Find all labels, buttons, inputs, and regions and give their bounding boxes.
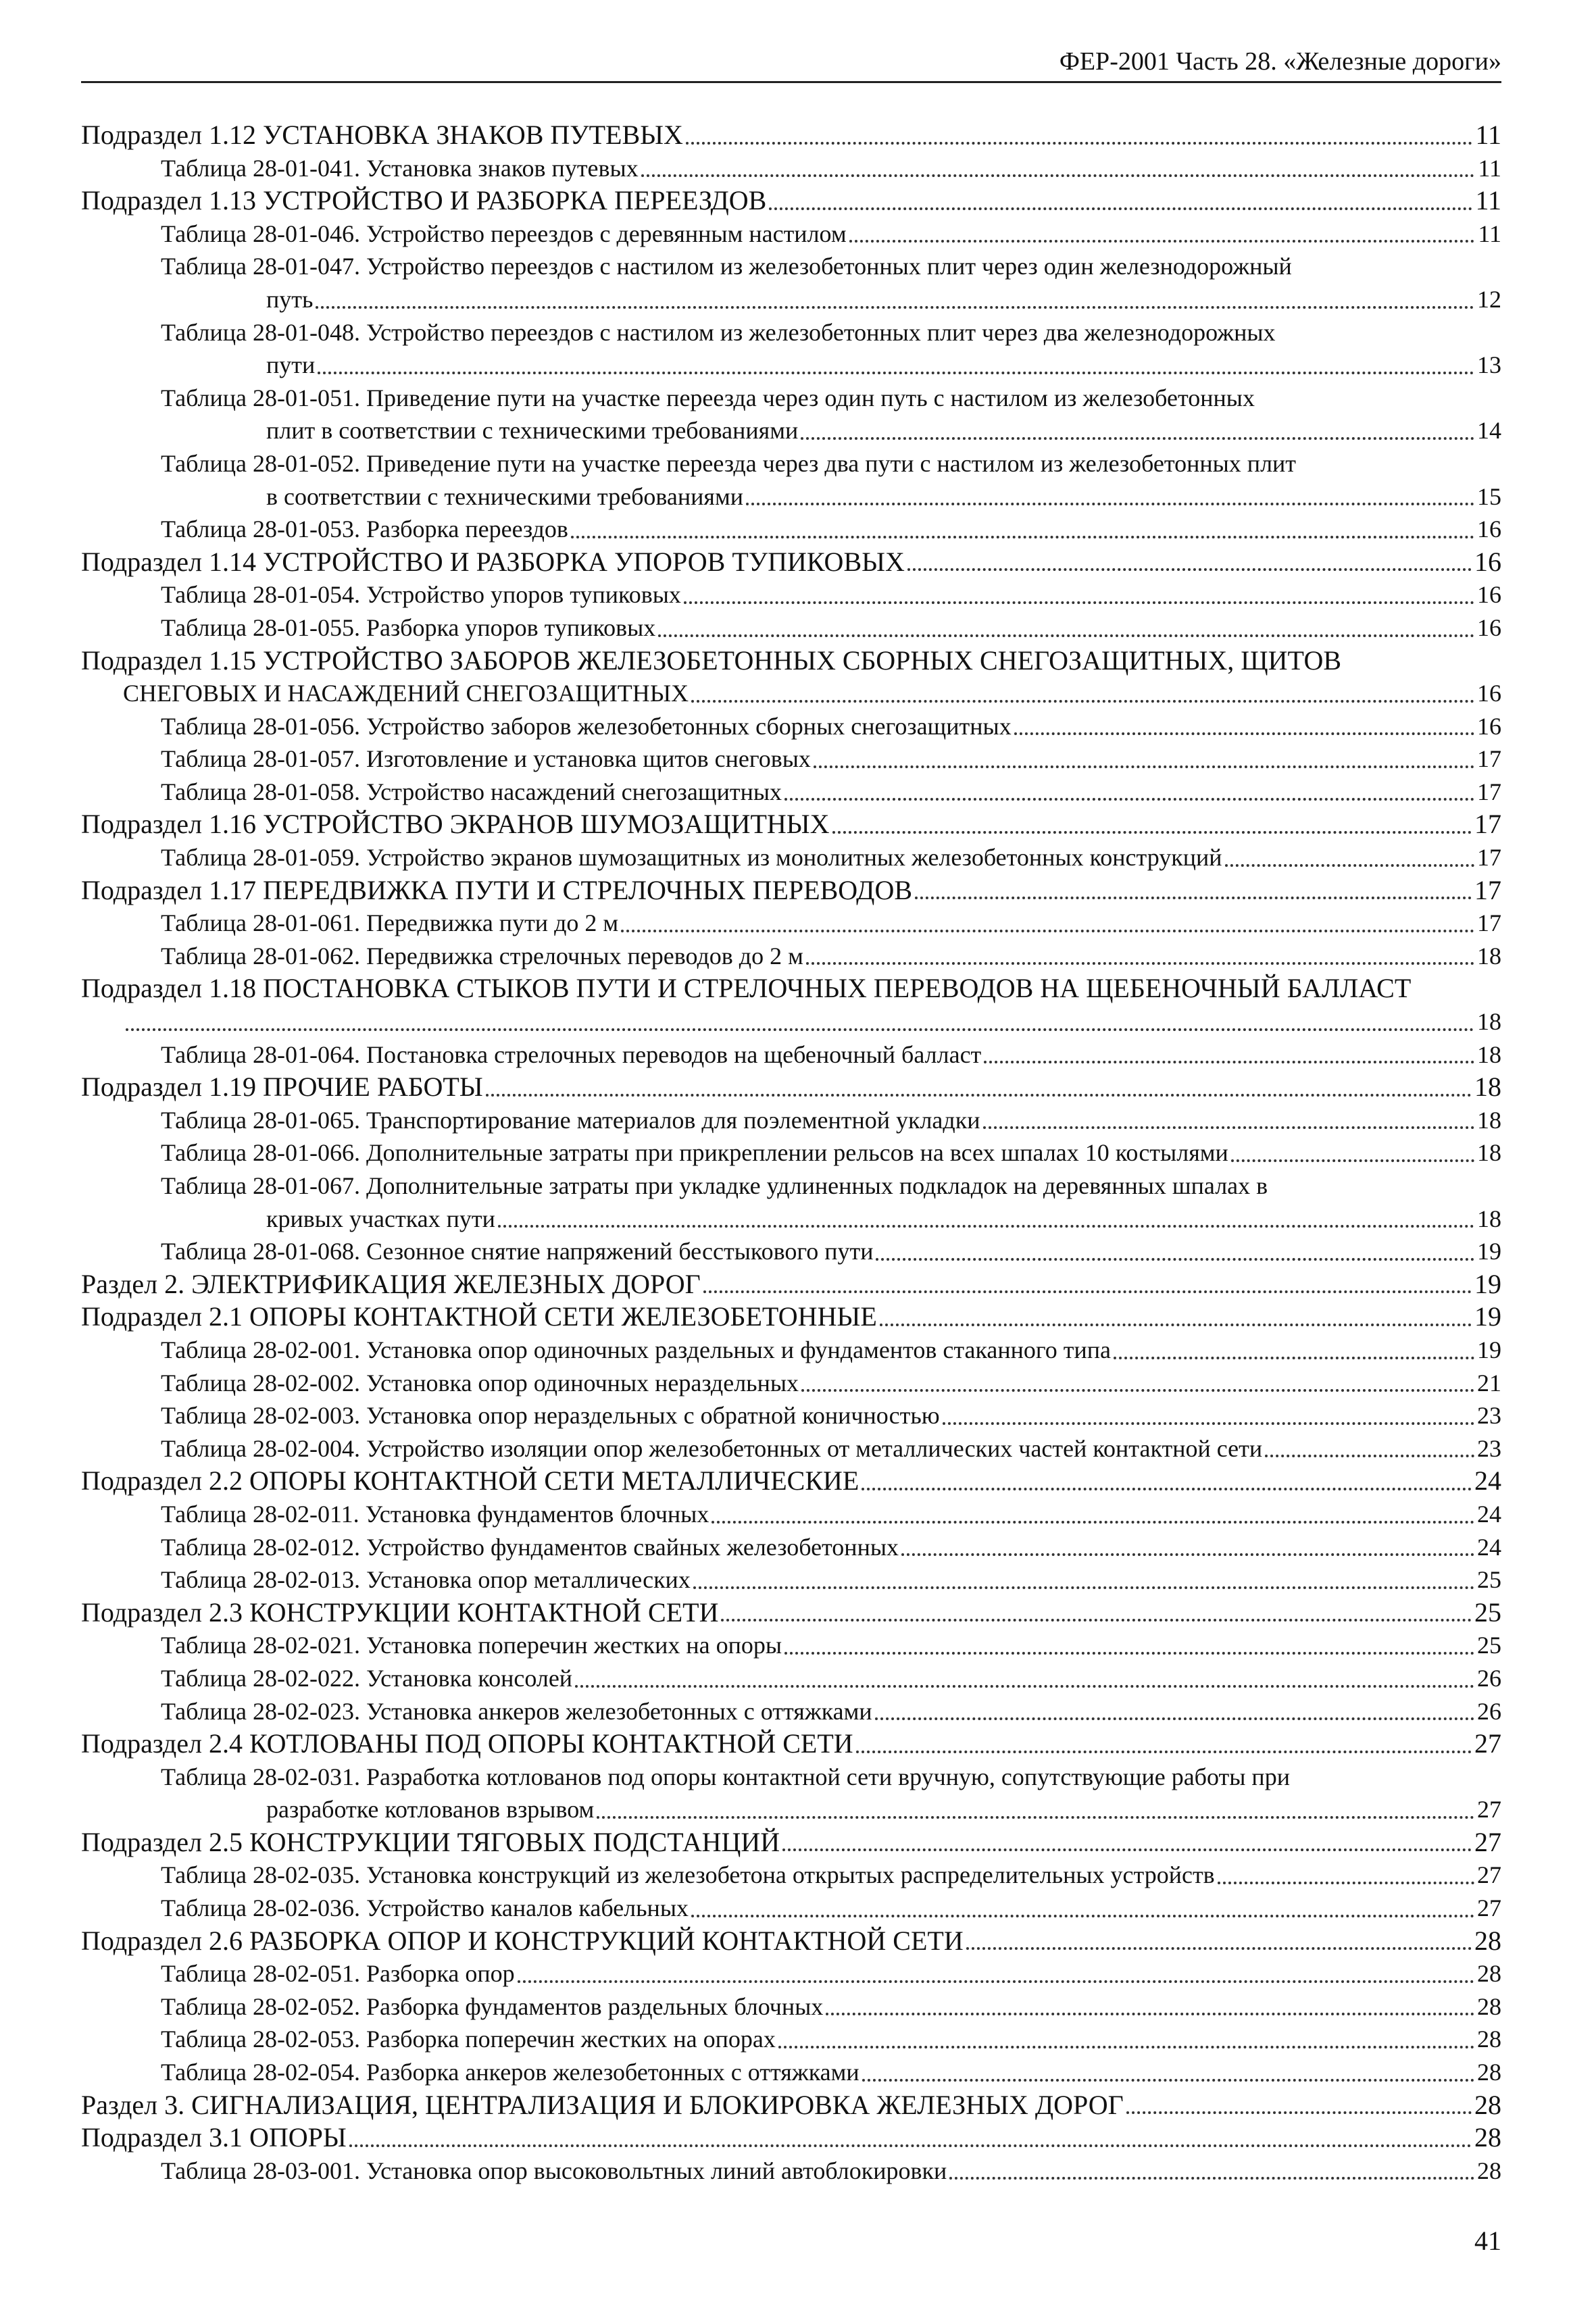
toc-entry bbox=[81, 316, 1501, 349]
toc-entry-title: Подраздел 2.2 ОПОРЫ КОНТАКТНОЙ СЕТИ МЕТАЛЛИЧЕСКИЕ bbox=[81, 1465, 859, 1496]
toc-entry bbox=[81, 2056, 1501, 2089]
toc-entry-page: 11 bbox=[1475, 120, 1501, 150]
toc-entry bbox=[81, 874, 1501, 907]
toc-entry bbox=[81, 1071, 1501, 1104]
toc-entry-page: 17 bbox=[1474, 809, 1501, 840]
toc-entry-title: Таблица 28-02-051. Разборка опор bbox=[161, 1960, 515, 1988]
toc-entry bbox=[81, 841, 1501, 874]
toc-entry bbox=[81, 184, 1501, 218]
toc-entry bbox=[81, 1892, 1501, 1925]
toc-entry-page: 26 bbox=[1477, 1664, 1501, 1692]
toc-entry-title: Подраздел 1.12 УСТАНОВКА ЗНАКОВ ПУТЕВЫХ bbox=[81, 120, 683, 150]
toc-entry-title: Подраздел 1.13 УСТРОЙСТВО И РАЗБОРКА ПЕРЕЕЗДОВ bbox=[81, 185, 767, 216]
dot-leader bbox=[826, 2009, 1474, 2015]
toc-entry-page: 16 bbox=[1477, 613, 1501, 641]
toc-entry bbox=[81, 382, 1501, 415]
dot-leader bbox=[875, 1713, 1474, 1720]
toc-entry-page: 27 bbox=[1474, 1826, 1501, 1857]
toc-entry bbox=[81, 1990, 1501, 2023]
toc-entry bbox=[81, 776, 1501, 809]
toc-entry bbox=[81, 710, 1501, 743]
toc-entry-title: Подраздел 2.1 ОПОРЫ КОНТАКТНОЙ СЕТИ ЖЕЛЕЗОБЕТОННЫЕ bbox=[81, 1301, 877, 1332]
toc-entry-page: 12 bbox=[1477, 285, 1501, 313]
dot-leader bbox=[1231, 1155, 1474, 1162]
dot-leader bbox=[832, 827, 1472, 834]
dot-leader bbox=[691, 696, 1474, 703]
dot-leader bbox=[721, 1615, 1472, 1621]
toc-entry bbox=[81, 546, 1501, 579]
toc-entry bbox=[81, 414, 1501, 447]
toc-entry bbox=[81, 907, 1501, 940]
toc-entry-page: 16 bbox=[1477, 581, 1501, 609]
toc-entry-title: Подраздел 2.3 КОНСТРУКЦИИ КОНТАКТНОЙ СЕТИ bbox=[81, 1596, 719, 1628]
toc-entry bbox=[81, 1859, 1501, 1892]
toc-entry bbox=[81, 1203, 1501, 1236]
dot-leader bbox=[658, 630, 1474, 637]
toc-entry bbox=[81, 119, 1501, 152]
toc-entry-page: 18 bbox=[1477, 942, 1501, 970]
toc-entry-title: Таблица 28-01-054. Устройство упоров тупиковых bbox=[161, 581, 681, 609]
toc-entry-page: 18 bbox=[1477, 1139, 1501, 1167]
toc-entry-page: 23 bbox=[1477, 1434, 1501, 1462]
dot-leader bbox=[571, 532, 1474, 538]
dot-leader bbox=[691, 1911, 1474, 1917]
toc-entry-title: Таблица 28-01-064. Постановка стрелочных переводов на щебеночный балласт bbox=[161, 1040, 982, 1068]
dot-leader bbox=[915, 892, 1472, 899]
toc-entry-title: Таблица 28-02-004. Устройство изоляции опор железобетонных от металлических частей контактной сети bbox=[161, 1434, 1263, 1462]
toc-entry-title: Подраздел 1.14 УСТРОЙСТВО И РАЗБОРКА УПОРОВ ТУПИКОВЫХ bbox=[81, 546, 905, 577]
toc-entry-page: 11 bbox=[1478, 220, 1501, 247]
toc-entry-title: Подраздел 1.18 ПОСТАНОВКА СТЫКОВ ПУТИ И СТРЕЛОЧНЫХ ПЕРЕВОДОВ НА ЩЕБЕНОЧНЫЙ БАЛЛАСТ bbox=[81, 973, 1412, 1004]
dot-leader bbox=[349, 2140, 1472, 2147]
dot-leader bbox=[983, 1122, 1475, 1129]
toc-entry-title: Подраздел 1.16 УСТРОЙСТВО ЭКРАНОВ ШУМОЗАЩИТНЫХ bbox=[81, 809, 830, 840]
toc-entry-title: Таблица 28-02-052. Разборка фундаментов раздельных блочных bbox=[161, 1992, 824, 2020]
toc-entry-title: Таблица 28-01-066. Дополнительные затраты при прикреплении рельсов на всех шпалах 10 костылями bbox=[161, 1139, 1228, 1167]
toc-entry-title: кривых участках пути bbox=[266, 1205, 495, 1232]
toc-entry bbox=[81, 1136, 1501, 1169]
page-number: 41 bbox=[1474, 2225, 1501, 2256]
toc-entry bbox=[81, 1826, 1501, 1859]
toc-entry bbox=[81, 1235, 1501, 1268]
dot-leader bbox=[862, 2075, 1474, 2082]
dot-leader bbox=[316, 302, 1474, 309]
toc-entry-title: Таблица 28-02-036. Устройство каналов кабельных bbox=[161, 1894, 689, 1922]
toc-entry bbox=[81, 611, 1501, 645]
toc-entry-page: 19 bbox=[1477, 1238, 1501, 1265]
toc-entry-page: 16 bbox=[1474, 546, 1501, 577]
toc-entry-page: 21 bbox=[1477, 1369, 1501, 1397]
dot-leader bbox=[126, 1024, 1474, 1031]
toc-entry-title: Таблица 28-02-054. Разборка анкеров железобетонных с оттяжками bbox=[161, 2059, 859, 2086]
dot-leader bbox=[1126, 2107, 1472, 2114]
toc-entry-title: Таблица 28-02-002. Установка опор одиночных нераздельных bbox=[161, 1369, 799, 1397]
toc-entry bbox=[81, 677, 1501, 710]
toc-entry-title: Таблица 28-02-053. Разборка поперечин жестких на опорах bbox=[161, 2026, 776, 2053]
dot-leader bbox=[575, 1681, 1474, 1688]
toc-entry-page: 18 bbox=[1477, 1106, 1501, 1134]
dot-leader bbox=[943, 1418, 1474, 1425]
toc-entry-page: 19 bbox=[1474, 1268, 1501, 1299]
toc-entry-page: 27 bbox=[1477, 1894, 1501, 1922]
toc-entry-title: Подраздел 3.1 ОПОРЫ bbox=[81, 2122, 347, 2153]
toc-entry-page: 16 bbox=[1477, 680, 1501, 707]
toc-entry-page: 23 bbox=[1477, 1402, 1501, 1430]
toc-entry bbox=[81, 1465, 1501, 1498]
toc-entry bbox=[81, 808, 1501, 841]
dot-leader bbox=[693, 1582, 1474, 1589]
toc-entry bbox=[81, 1662, 1501, 1695]
toc-entry-page: 27 bbox=[1477, 1796, 1501, 1823]
toc-entry-title: Таблица 28-02-012. Устройство фундаментов свайных железобетонных bbox=[161, 1533, 899, 1561]
toc-entry-title: Раздел 2. ЭЛЕКТРИФИКАЦИЯ ЖЕЛЕЗНЫХ ДОРОГ bbox=[81, 1268, 701, 1299]
dot-leader bbox=[862, 1484, 1472, 1490]
dot-leader bbox=[712, 1517, 1474, 1524]
dot-leader bbox=[901, 1549, 1474, 1556]
dot-leader bbox=[949, 2173, 1474, 2180]
dot-leader bbox=[782, 1844, 1472, 1851]
toc-entry-title: Подраздел 1.19 ПРОЧИЕ РАБОТЫ bbox=[81, 1072, 483, 1103]
dot-leader bbox=[778, 2042, 1474, 2048]
toc-entry-title: Таблица 28-01-068. Сезонное снятие напряжений бесстыкового пути bbox=[161, 1238, 874, 1265]
toc-entry-title: Подраздел 1.15 УСТРОЙСТВО ЗАБОРОВ ЖЕЛЕЗОБЕТОННЫХ СБОРНЫХ СНЕГОЗАЩИТНЫХ, ЩИТОВ bbox=[81, 645, 1342, 676]
toc-entry-page: 28 bbox=[1477, 1960, 1501, 1988]
toc-entry-page: 18 bbox=[1477, 1008, 1501, 1036]
toc-entry bbox=[81, 1301, 1501, 1334]
dot-leader bbox=[801, 1385, 1474, 1392]
toc-entry-title: Подраздел 1.17 ПЕРЕДВИЖКА ПУТИ И СТРЕЛОЧНЫХ ПЕРЕВОДОВ bbox=[81, 874, 913, 905]
toc-entry-page: 27 bbox=[1477, 1861, 1501, 1889]
toc-entry bbox=[81, 447, 1501, 480]
toc-entry-page: 17 bbox=[1477, 909, 1501, 937]
toc-entry-title: Подраздел 2.4 КОТЛОВАНЫ ПОД ОПОРЫ КОНТАКТНОЙ СЕТИ bbox=[81, 1728, 853, 1759]
toc-entry bbox=[81, 1925, 1501, 1958]
toc-entry-title: Таблица 28-02-011. Установка фундаментов блочных bbox=[161, 1500, 709, 1528]
toc-entry-page: 28 bbox=[1474, 2122, 1501, 2153]
dot-leader bbox=[784, 1648, 1474, 1655]
toc-entry-title: Таблица 28-01-065. Транспортирование материалов для поэлементной укладки bbox=[161, 1106, 980, 1134]
toc-entry bbox=[81, 218, 1501, 251]
toc-entry bbox=[81, 1432, 1501, 1465]
toc-entry-title: Таблица 28-02-003. Установка опор нераздельных с обратной коничностью bbox=[161, 1402, 940, 1430]
dot-leader bbox=[1014, 728, 1474, 735]
table-of-contents bbox=[81, 119, 1501, 2187]
dot-leader bbox=[806, 958, 1474, 965]
dot-leader bbox=[621, 926, 1474, 932]
toc-entry-page: 28 bbox=[1477, 2026, 1501, 2053]
toc-entry-page: 19 bbox=[1474, 1301, 1501, 1332]
toc-entry bbox=[81, 480, 1501, 513]
toc-entry bbox=[81, 1005, 1501, 1038]
dot-leader bbox=[784, 794, 1474, 801]
toc-entry-title: Таблица 28-01-059. Устройство экранов шумозащитных из монолитных железобетонных конструкций bbox=[161, 844, 1222, 872]
toc-entry-title: Таблица 28-01-048. Устройство переездов с настилом из железобетонных плит через два железнодорожных bbox=[161, 318, 1276, 346]
toc-entry bbox=[81, 743, 1501, 776]
toc-entry bbox=[81, 2023, 1501, 2056]
toc-entry-title: Таблица 28-01-061. Передвижка пути до 2 м bbox=[161, 909, 619, 937]
toc-entry-title: Таблица 28-02-022. Установка консолей bbox=[161, 1664, 573, 1692]
toc-entry-page: 25 bbox=[1477, 1632, 1501, 1659]
toc-entry-page: 16 bbox=[1477, 515, 1501, 543]
toc-entry-title: Таблица 28-01-057. Изготовление и установка щитов снеговых bbox=[161, 745, 811, 773]
toc-entry bbox=[81, 250, 1501, 283]
toc-entry bbox=[81, 1596, 1501, 1630]
toc-entry-title: в соответствии с техническими требованиями bbox=[266, 482, 744, 510]
toc-entry bbox=[81, 1169, 1501, 1203]
toc-entry bbox=[81, 513, 1501, 546]
dot-leader bbox=[1218, 1878, 1474, 1884]
dot-leader bbox=[966, 1943, 1472, 1950]
toc-entry-page: 16 bbox=[1477, 712, 1501, 740]
toc-entry-page: 28 bbox=[1477, 2157, 1501, 2184]
toc-entry bbox=[81, 1563, 1501, 1596]
dot-leader bbox=[801, 433, 1474, 440]
toc-entry-title: Подраздел 2.6 РАЗБОРКА ОПОР И КОНСТРУКЦИЙ КОНТАКТНОЙ СЕТИ bbox=[81, 1925, 964, 1956]
toc-entry bbox=[81, 1957, 1501, 1990]
toc-entry-page: 13 bbox=[1477, 351, 1501, 379]
toc-entry-page: 17 bbox=[1477, 844, 1501, 872]
toc-entry bbox=[81, 1695, 1501, 1728]
running-header: ФЕР-2001 Часть 28. «Железные дороги» bbox=[81, 43, 1501, 83]
toc-entry-page: 11 bbox=[1475, 185, 1501, 216]
toc-entry-page: 18 bbox=[1477, 1205, 1501, 1232]
toc-entry bbox=[81, 1334, 1501, 1367]
toc-entry-page: 24 bbox=[1477, 1500, 1501, 1528]
toc-entry bbox=[81, 578, 1501, 611]
toc-entry-title: плит в соответствии с техническими требованиями bbox=[266, 417, 799, 445]
dot-leader bbox=[1114, 1353, 1474, 1359]
dot-leader bbox=[703, 1286, 1472, 1293]
dot-leader bbox=[907, 564, 1472, 571]
toc-entry-page: 11 bbox=[1478, 154, 1501, 182]
dot-leader bbox=[684, 597, 1474, 604]
toc-entry-title: Таблица 28-01-058. Устройство насаждений снегозащитных bbox=[161, 778, 782, 805]
toc-entry-title: Таблица 28-02-021. Установка поперечин жестких на опоры bbox=[161, 1632, 782, 1659]
toc-entry-title: Таблица 28-01-046. Устройство переездов с деревянным настилом bbox=[161, 220, 847, 247]
dot-leader bbox=[686, 138, 1473, 145]
toc-entry bbox=[81, 1793, 1501, 1826]
dot-leader bbox=[498, 1221, 1474, 1228]
toc-entry-page: 17 bbox=[1477, 778, 1501, 805]
toc-entry bbox=[81, 1038, 1501, 1072]
toc-entry bbox=[81, 1268, 1501, 1301]
dot-leader bbox=[984, 1057, 1474, 1063]
toc-entry bbox=[81, 1531, 1501, 1564]
toc-entry-title: Таблица 28-01-067. Дополнительные затраты при укладке удлиненных подкладок на деревянных шпалах в bbox=[161, 1172, 1268, 1199]
toc-entry-page: 28 bbox=[1477, 2059, 1501, 2086]
toc-entry bbox=[81, 972, 1501, 1005]
toc-entry-page: 26 bbox=[1477, 1697, 1501, 1725]
toc-entry-page: 14 bbox=[1477, 417, 1501, 445]
toc-entry-page: 17 bbox=[1474, 874, 1501, 905]
dot-leader bbox=[641, 170, 1474, 177]
dot-leader bbox=[597, 1812, 1474, 1819]
toc-entry bbox=[81, 1104, 1501, 1137]
toc-entry bbox=[81, 1629, 1501, 1662]
toc-entry-page: 28 bbox=[1474, 1925, 1501, 1956]
toc-entry-page: 24 bbox=[1477, 1533, 1501, 1561]
toc-entry-page: 18 bbox=[1477, 1040, 1501, 1068]
toc-entry-title: путь bbox=[266, 285, 314, 313]
toc-entry bbox=[81, 1761, 1501, 1794]
toc-entry-page: 27 bbox=[1474, 1728, 1501, 1759]
toc-entry bbox=[81, 152, 1501, 185]
toc-entry bbox=[81, 2121, 1501, 2155]
toc-entry-title: Таблица 28-02-023. Установка анкеров железобетонных с оттяжками bbox=[161, 1697, 872, 1725]
toc-entry bbox=[81, 2089, 1501, 2122]
dot-leader bbox=[880, 1319, 1472, 1326]
toc-entry-title: Таблица 28-02-013. Установка опор металлических bbox=[161, 1566, 691, 1594]
toc-entry-title: разработке котлованов взрывом bbox=[266, 1796, 595, 1823]
dot-leader bbox=[318, 368, 1474, 374]
toc-entry-title: Таблица 28-02-001. Установка опор одиночных раздельных и фундаментов стаканного типа bbox=[161, 1336, 1112, 1363]
toc-entry-page: 25 bbox=[1477, 1566, 1501, 1594]
dot-leader bbox=[486, 1090, 1472, 1097]
toc-entry-page: 24 bbox=[1474, 1465, 1501, 1496]
toc-entry-title: Таблица 28-01-062. Передвижка стрелочных переводов до 2 м bbox=[161, 942, 803, 970]
toc-entry-title: Таблица 28-02-035. Установка конструкций из железобетона открытых распределительных устройств bbox=[161, 1861, 1215, 1889]
dot-leader bbox=[856, 1746, 1472, 1753]
toc-entry-title: Таблица 28-01-056. Устройство заборов железобетонных сборных снегозащитных bbox=[161, 712, 1012, 740]
toc-entry-title: Таблица 28-01-047. Устройство переездов с настилом из железобетонных плит через один железнодорожный bbox=[161, 253, 1292, 280]
toc-entry bbox=[81, 1367, 1501, 1400]
toc-entry-title: Таблица 28-01-051. Приведение пути на участке переезда через один путь с настилом из железобетонных bbox=[161, 384, 1255, 411]
toc-entry-page: 15 bbox=[1477, 482, 1501, 510]
toc-entry-title: Таблица 28-01-053. Разборка переездов bbox=[161, 515, 568, 543]
toc-entry-page: 18 bbox=[1474, 1072, 1501, 1103]
toc-entry-title: СНЕГОВЫХ И НАСАЖДЕНИЙ СНЕГОЗАЩИТНЫХ bbox=[123, 680, 689, 707]
dot-leader bbox=[769, 203, 1472, 210]
dot-leader bbox=[518, 1976, 1474, 1983]
toc-entry bbox=[81, 1728, 1501, 1761]
toc-entry-title: Таблица 28-03-001. Установка опор высоковольтных линий автоблокировки bbox=[161, 2157, 947, 2184]
toc-entry-title: Раздел 3. СИГНАЛИЗАЦИЯ, ЦЕНТРАЛИЗАЦИЯ И БЛОКИРОВКА ЖЕЛЕЗНЫХ ДОРОГ bbox=[81, 2089, 1124, 2120]
toc-entry-page: 28 bbox=[1477, 1992, 1501, 2020]
toc-entry-page: 19 bbox=[1477, 1336, 1501, 1363]
dot-leader bbox=[876, 1254, 1474, 1261]
toc-entry bbox=[81, 1399, 1501, 1432]
dot-leader bbox=[746, 499, 1474, 505]
toc-entry-page: 17 bbox=[1477, 745, 1501, 773]
toc-entry bbox=[81, 645, 1501, 678]
toc-entry bbox=[81, 1498, 1501, 1531]
toc-entry-title: Таблица 28-01-041. Установка знаков путевых bbox=[161, 154, 639, 182]
toc-entry bbox=[81, 2155, 1501, 2188]
dot-leader bbox=[1265, 1451, 1474, 1457]
toc-entry-title: Таблица 28-01-052. Приведение пути на участке переезда через два пути с настилом из железобетонных плит bbox=[161, 449, 1297, 477]
toc-entry-title: пути bbox=[266, 351, 316, 379]
toc-entry-title: Подраздел 2.5 КОНСТРУКЦИИ ТЯГОВЫХ ПОДСТАНЦИЙ bbox=[81, 1826, 780, 1857]
toc-entry-page: 28 bbox=[1474, 2089, 1501, 2120]
toc-entry-title: Таблица 28-01-055. Разборка упоров тупиковых bbox=[161, 613, 656, 641]
toc-entry bbox=[81, 283, 1501, 316]
dot-leader bbox=[849, 236, 1474, 243]
toc-entry-page: 25 bbox=[1474, 1596, 1501, 1628]
toc-entry bbox=[81, 940, 1501, 973]
toc-entry-title: Таблица 28-02-031. Разработка котлованов под опоры контактной сети вручную, сопутствующие работы при bbox=[161, 1763, 1290, 1790]
dot-leader bbox=[814, 761, 1474, 768]
toc-entry bbox=[81, 349, 1501, 382]
dot-leader bbox=[1225, 860, 1475, 867]
